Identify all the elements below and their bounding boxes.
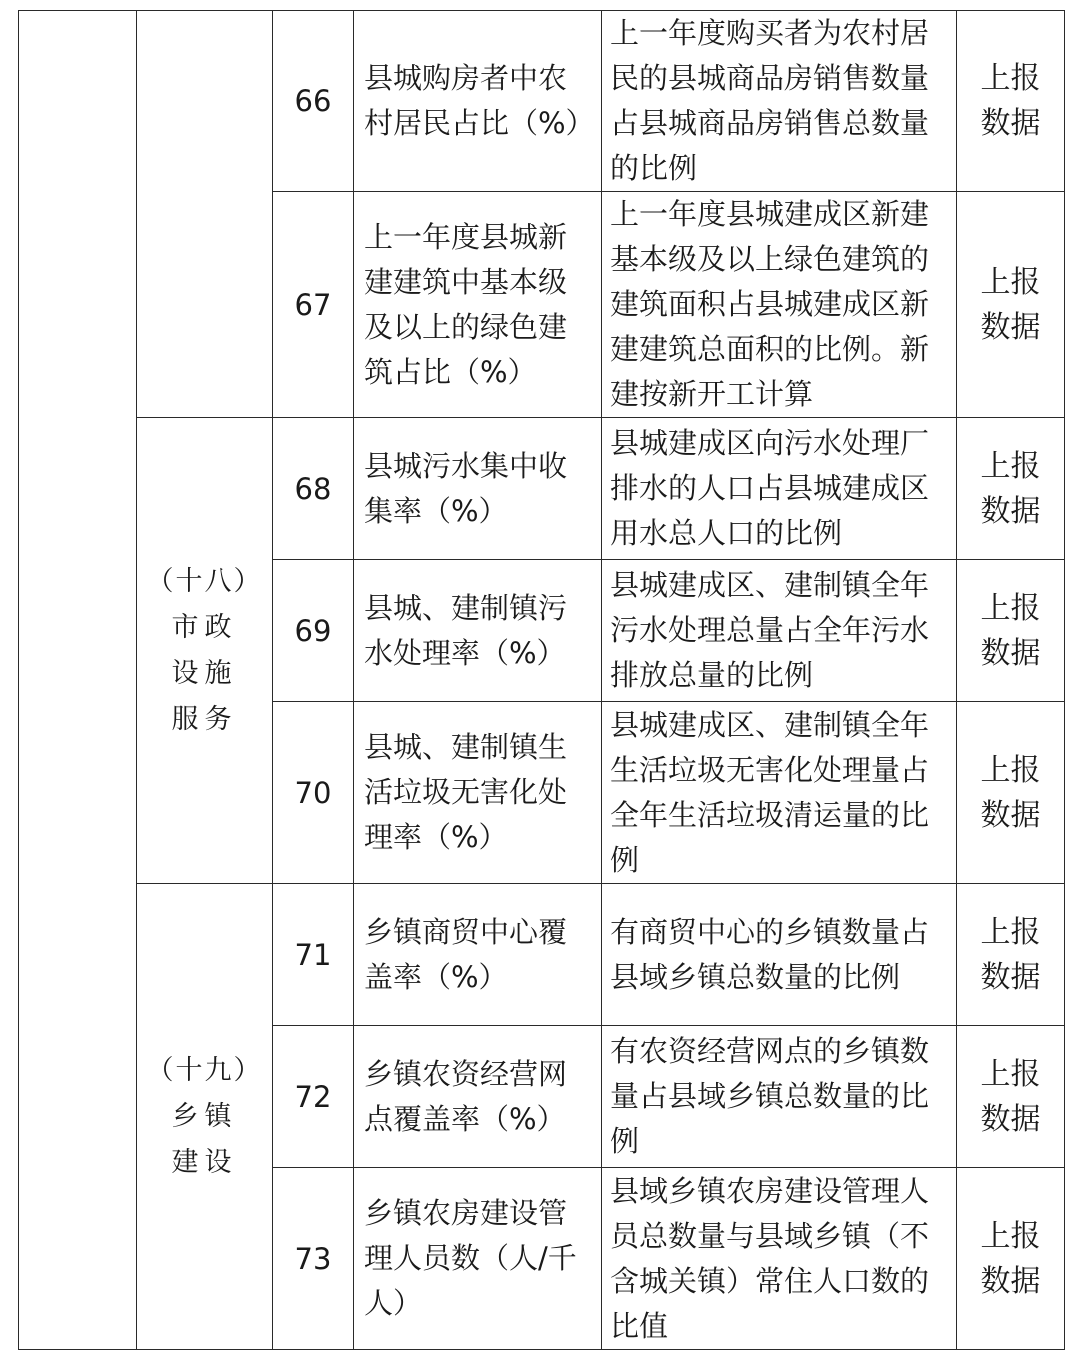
table-row — [19, 418, 1065, 560]
indicator-name: 上一年度县城新建建筑中基本级及以上的绿色建筑占比（%） — [354, 192, 602, 418]
indicator-description: 县城建成区、建制镇全年污水处理总量占全年污水排放总量的比例 — [602, 560, 957, 702]
indicator-name: 县城、建制镇污水处理率（%） — [354, 560, 602, 702]
data-source: 上报数据 — [957, 192, 1065, 418]
indicator-description: 有农资经营网点的乡镇数量占县域乡镇总数量的比例 — [602, 1026, 957, 1168]
indicator-name: 乡镇农房建设管理人员数（人/千人） — [354, 1168, 602, 1350]
table-row — [19, 11, 1065, 192]
data-source: 上报数据 — [957, 1026, 1065, 1168]
indicator-number: 66 — [273, 11, 354, 192]
data-source: 上报数据 — [957, 418, 1065, 560]
category-label-line: 设施 — [171, 657, 238, 689]
data-source: 上报数据 — [957, 702, 1065, 884]
indicator-number: 67 — [273, 192, 354, 418]
indicator-number: 72 — [273, 1026, 354, 1168]
data-source: 上报数据 — [957, 884, 1065, 1026]
data-source: 上报数据 — [957, 560, 1065, 702]
indicator-name: 县城购房者中农村居民占比（%） — [354, 11, 602, 192]
indicator-description: 县城建成区、建制镇全年生活垃圾无害化处理量占全年生活垃圾清运量的比例 — [602, 702, 957, 884]
indicator-table — [18, 10, 1065, 1350]
blank-top-level-column — [19, 11, 137, 1350]
indicator-name: 县城、建制镇生活垃圾无害化处理率（%） — [354, 702, 602, 884]
indicator-name: 县城污水集中收集率（%） — [354, 418, 602, 560]
indicator-description: 上一年度购买者为农村居民的县城商品房销售数量占县城商品房销售总数量的比例 — [602, 11, 957, 192]
indicator-description: 县域乡镇农房建设管理人员总数量与县域乡镇（不含城关镇）常住人口数的比值 — [602, 1168, 957, 1350]
category-label-line: 服务 — [171, 703, 238, 735]
category-label-line: 乡镇 — [171, 1100, 238, 1132]
indicator-name: 乡镇商贸中心覆盖率（%） — [354, 884, 602, 1026]
data-source: 上报数据 — [957, 11, 1065, 192]
category-municipal-services — [137, 418, 273, 884]
indicator-number: 68 — [273, 418, 354, 560]
indicator-number: 73 — [273, 1168, 354, 1350]
indicator-number: 71 — [273, 884, 354, 1026]
indicator-name: 乡镇农资经营网点覆盖率（%） — [354, 1026, 602, 1168]
category-number: （十九） — [146, 1054, 263, 1086]
category-label-line: 市政 — [171, 611, 238, 643]
indicator-description: 有商贸中心的乡镇数量占县域乡镇总数量的比例 — [602, 884, 957, 1026]
category-label-line: 建设 — [171, 1146, 238, 1178]
indicator-number: 69 — [273, 560, 354, 702]
table-row — [19, 884, 1065, 1026]
indicator-number: 70 — [273, 702, 354, 884]
blank-category-cell — [137, 11, 273, 418]
indicator-description: 县城建成区向污水处理厂排水的人口占县城建成区用水总人口的比例 — [602, 418, 957, 560]
category-number: （十八） — [146, 565, 263, 597]
category-township-construction — [137, 884, 273, 1350]
data-source: 上报数据 — [957, 1168, 1065, 1350]
indicator-description: 上一年度县城建成区新建基本级及以上绿色建筑的建筑面积占县城建成区新建建筑总面积的比例。新建按新开工计算 — [602, 192, 957, 418]
